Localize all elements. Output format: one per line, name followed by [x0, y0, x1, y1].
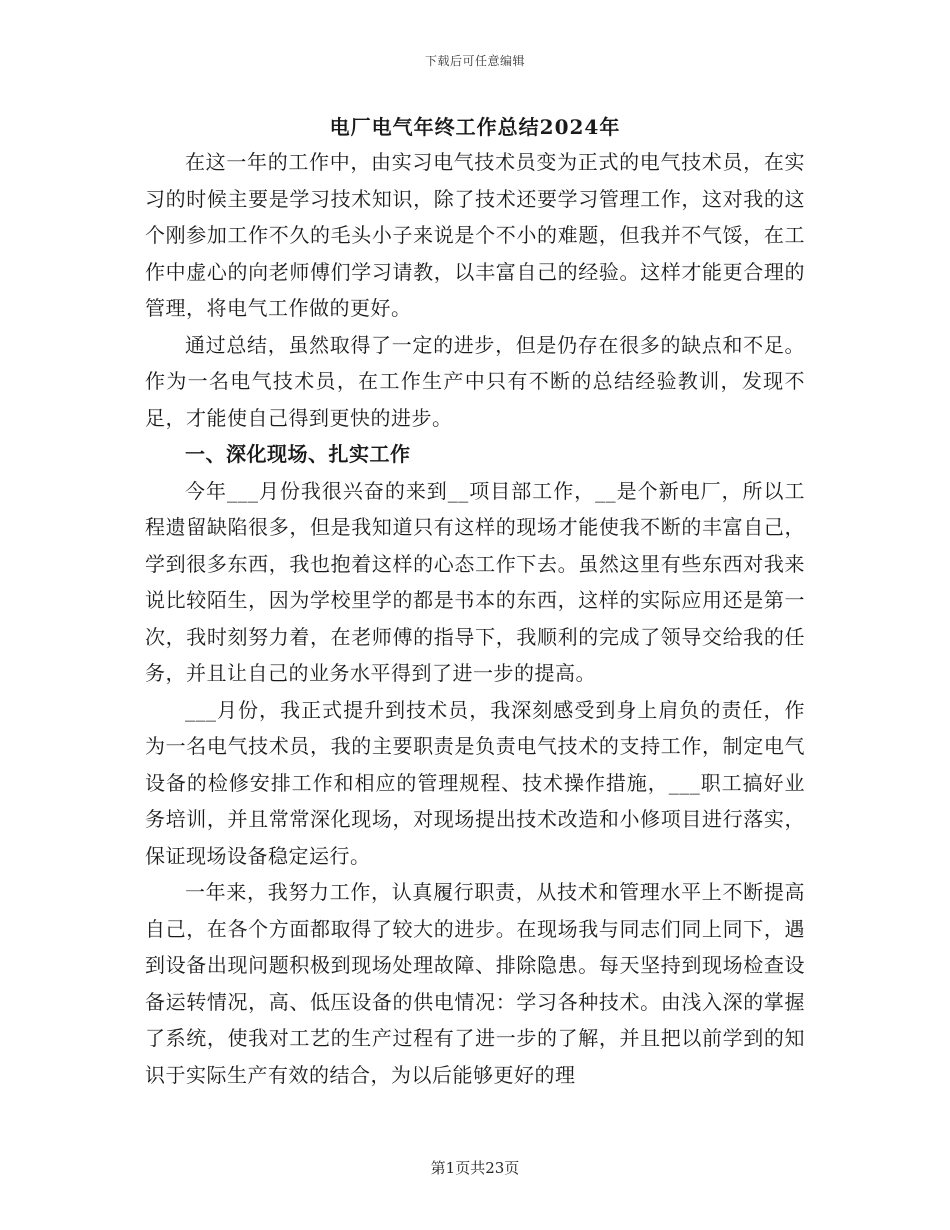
document-title: 电厂电气年终工作总结2024年 [329, 115, 621, 139]
section-paragraph: 今年___月份我很兴奋的来到__项目部工作，__是个新电厂，所以工程遗留缺陷很多，但是我知道只有这样的现场才能使我不断的丰富自己，学到很多东西，我也抱着这样的心态工作下去。虽然这里有些东西对我来说比较陌生，因为学校里学的都是书本的东西，这样的实际应用还是第一次，我时刻努力着，在老师傅的指导下，我顺利的完成了领导交给我的任务，并且让自己的业务水平得到了进一步的提高。 [145, 478, 805, 685]
body-paragraph: 通过总结，虽然取得了一定的进步，但是仍存在很多的缺点和不足。作为一名电气技术员，在工作生产中只有不断的总结经验教训，发现不足，才能使自己得到更快的进步。 [145, 332, 805, 430]
section-heading: 一、深化现场、扎实工作 [185, 442, 411, 466]
body-paragraph: 在这一年的工作中，由实习电气技术员变为正式的电气技术员，在实习的时候主要是学习技术知识，除了技术还要学习管理工作，这对我的这个刚参加工作不久的毛头小子来说是个不小的难题，但我并不气馁，在工作中虚心的向老师傅们学习请教，以丰富自己的经验。这样才能更合理的管理，将电气工作做的更好。 [145, 150, 805, 320]
section-paragraph: ___月份，我正式提升到技术员，我深刻感受到身上肩负的责任，作为一名电气技术员，我的主要职责是负责电气技术的支持工作，制定电气设备的检修安排工作和相应的管理规程、技术操作措施，___职工搞好业务培训，并且常常深化现场，对现场提出技术改造和小修项目进行落实，保证现场设备稳定运行。 [145, 697, 805, 868]
page-header-note: 下载后可任意编辑 [424, 54, 525, 68]
page-number-footer: 第1页共23页 [430, 1159, 520, 1177]
document-body [145, 112, 805, 1093]
section-paragraph: 一年来，我努力工作，认真履行职责，从技术和管理水平上不断提高自己，在各个方面都取得了较大的进步。在现场我与同志们同上同下，遇到设备出现问题积极到现场处理故障、排除隐患。每天坚持到现场检查设备运转情况，高、低压设备的供电情况：学习各种技术。由浅入深的掌握了系统，使我对工艺的生产过程有了进一步的了解，并且把以前学到的知识于实际生产有效的结合，为以后能够更好的理 [145, 880, 805, 1087]
